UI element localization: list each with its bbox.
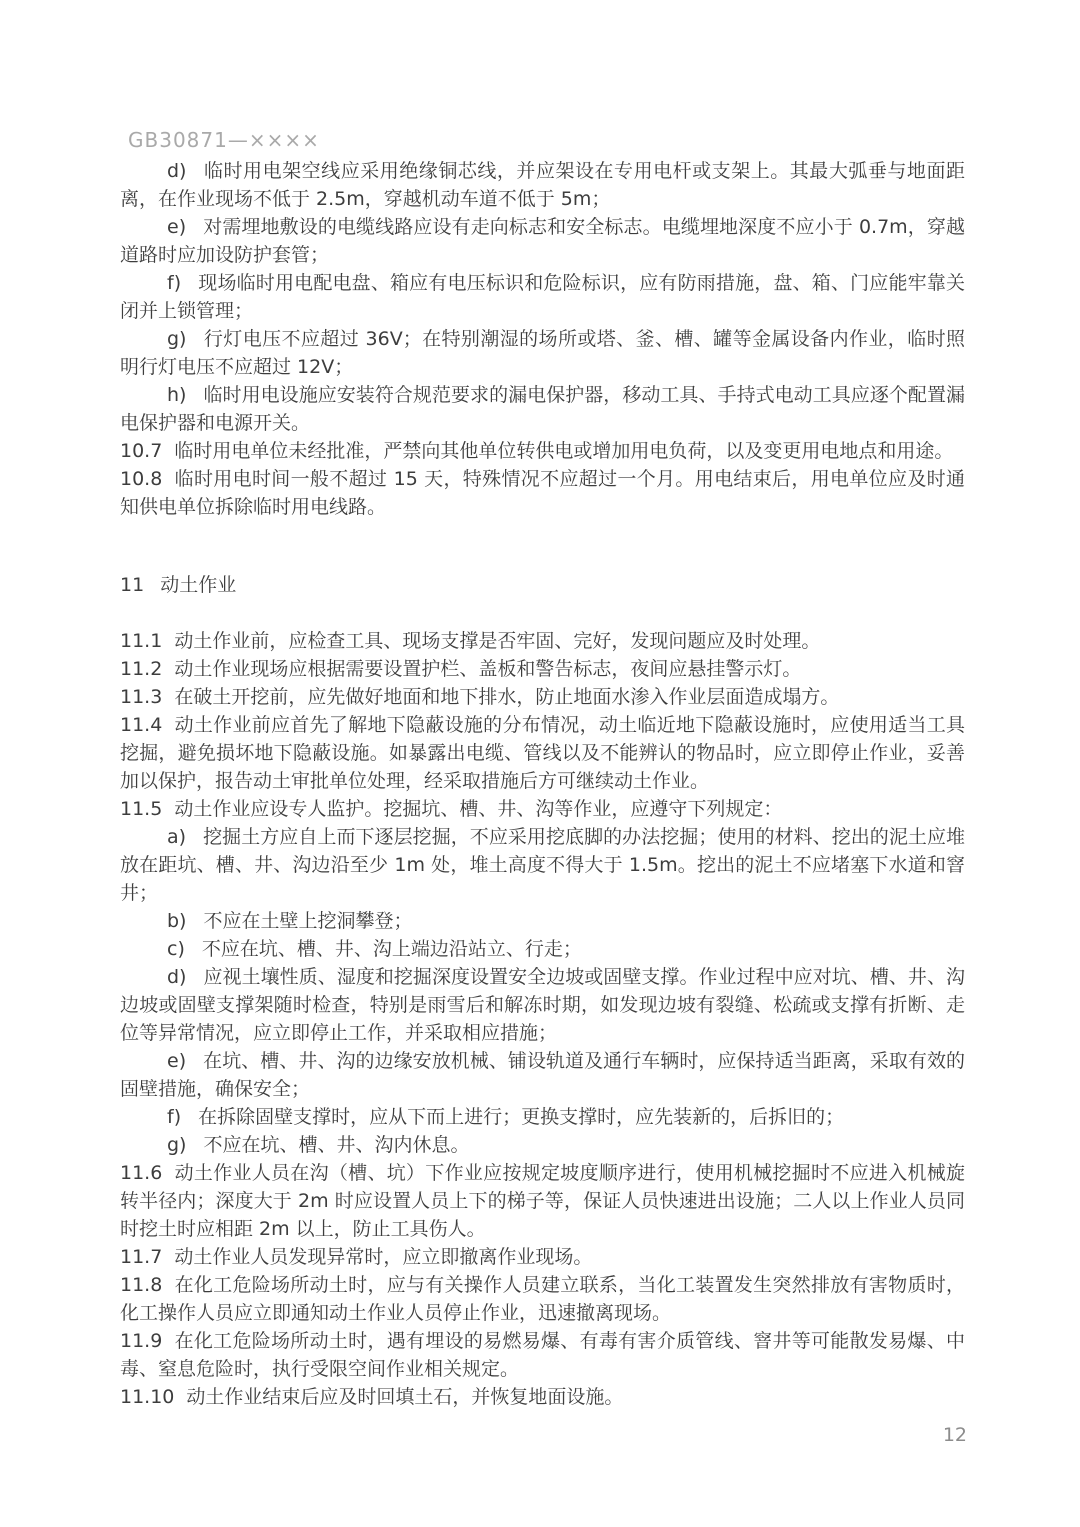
clause-label: 11.1 bbox=[120, 630, 163, 652]
section-number: 11 bbox=[120, 574, 145, 596]
document-body bbox=[120, 157, 965, 1411]
clause-text: 动土作业前，应检查工具、现场支撑是否牢固、完好，发现问题应及时处理。 bbox=[174, 630, 821, 652]
clause-label: 10.7 bbox=[120, 440, 163, 462]
clause-11-4 bbox=[120, 711, 965, 795]
clause-text: 应视土壤性质、湿度和挖掘深度设置安全边坡或固壁支撑。作业过程中应对坑、槽、井、沟边坡或固壁支撑架随时检查，特别是雨雪后和解冻时期，如发现边坡有裂缝、松疏或支撑有折断、走位等异常情况，应立即停止工作，并采取相应措施； bbox=[120, 966, 965, 1044]
clause-item-d2 bbox=[120, 963, 965, 1047]
clause-text: 在拆除固壁支撑时，应从下而上进行；更换支撑时，应先装新的，后拆旧的； bbox=[198, 1106, 845, 1128]
clause-text: 动土作业人员在沟（槽、坑）下作业应按规定坡度顺序进行，使用机械挖掘时不应进入机械旋转半径内；深度大于 2m 时应设置人员上下的梯子等，保证人员快速进出设施；二人以上作业人员同时挖土时应相距 2m 以上，防止工具伤人。 bbox=[120, 1162, 965, 1240]
clause-text: 动土作业前应首先了解地下隐蔽设施的分布情况，动土临近地下隐蔽设施时，应使用适当工具挖掘，避免损坏地下隐蔽设施。如暴露出电缆、管线以及不能辨认的物品时，应立即停止作业，妥善加以保护，报告动土审批单位处理，经采取措施后方可继续动土作业。 bbox=[120, 714, 965, 792]
clause-label: h) bbox=[167, 384, 187, 406]
clause-label: 11.4 bbox=[120, 714, 163, 736]
clause-item-b bbox=[120, 907, 965, 935]
clause-label: f) bbox=[167, 272, 182, 294]
clause-label: g) bbox=[167, 1134, 187, 1156]
clause-text: 在破土开挖前，应先做好地面和地下排水，防止地面水渗入作业层面造成塌方。 bbox=[174, 686, 840, 708]
clause-item-g bbox=[120, 325, 965, 381]
clause-label: 11.10 bbox=[120, 1386, 175, 1408]
clause-11-3 bbox=[120, 683, 965, 711]
clause-item-d bbox=[120, 157, 965, 213]
clause-text: 对需埋地敷设的电缆线路应设有走向标志和安全标志。电缆埋地深度不应小于 0.7m，穿越道路时应加设防护套管； bbox=[120, 216, 965, 266]
clause-text: 临时用电时间一般不超过 15 天，特殊情况不应超过一个月。用电结束后，用电单位应及时通知供电单位拆除临时用电线路。 bbox=[120, 468, 965, 518]
clause-label: 11.2 bbox=[120, 658, 163, 680]
clause-text: 不应在坑、槽、井、沟上端边沿站立、行走； bbox=[201, 938, 582, 960]
clause-11-10 bbox=[120, 1383, 965, 1411]
clause-item-a bbox=[120, 823, 965, 907]
clause-text: 临时用电架空线应采用绝缘铜芯线，并应架设在专用电杆或支架上。其最大弧垂与地面距离，在作业现场不低于 2.5m，穿越机动车道不低于 5m； bbox=[120, 160, 965, 210]
clause-text: 行灯电压不应超过 36V；在特别潮湿的场所或塔、釜、槽、罐等金属设备内作业，临时照明行灯电压不应超过 12V； bbox=[120, 328, 965, 378]
clause-item-e2 bbox=[120, 1047, 965, 1103]
clause-text: 在化工危险场所动土时，遇有埋设的易燃易爆、有毒有害介质管线、窨井等可能散发易爆、中毒、窒息危险时，执行受限空间作业相关规定。 bbox=[120, 1330, 965, 1380]
clause-text: 在化工危险场所动土时，应与有关操作人员建立联系，当化工装置发生突然排放有害物质时，化工操作人员应立即通知动土作业人员停止作业，迅速撤离现场。 bbox=[120, 1274, 965, 1324]
clause-label: 11.8 bbox=[120, 1274, 163, 1296]
clause-item-f2 bbox=[120, 1103, 965, 1131]
clause-11-5 bbox=[120, 795, 965, 823]
clause-label: 10.8 bbox=[120, 468, 163, 490]
clause-10-8 bbox=[120, 465, 965, 521]
clause-label: 11.6 bbox=[120, 1162, 163, 1184]
clause-text: 在坑、槽、井、沟的边缘安放机械、铺设轨道及通行车辆时，应保持适当距离，采取有效的固壁措施，确保安全； bbox=[120, 1050, 965, 1100]
clause-text: 动土作业现场应根据需要设置护栏、盖板和警告标志，夜间应悬挂警示灯。 bbox=[174, 658, 802, 680]
document-header-standard-number: GB30871—×××× bbox=[128, 128, 320, 152]
clause-text: 动土作业结束后应及时回填土石，并恢复地面设施。 bbox=[186, 1386, 624, 1408]
clause-item-c bbox=[120, 935, 965, 963]
clause-11-6 bbox=[120, 1159, 965, 1243]
clause-text: 不应在坑、槽、井、沟内休息。 bbox=[203, 1134, 470, 1156]
clause-text: 动土作业人员发现异常时，应立即撤离作业现场。 bbox=[174, 1246, 593, 1268]
clause-label: e) bbox=[167, 216, 187, 238]
clause-11-8 bbox=[120, 1271, 965, 1327]
clause-text: 现场临时用电配电盘、箱应有电压标识和危险标识，应有防雨措施，盘、箱、门应能牢靠关闭并上锁管理； bbox=[120, 272, 965, 322]
clause-label: e) bbox=[167, 1050, 187, 1072]
clause-label: 11.3 bbox=[120, 686, 163, 708]
clause-10-7 bbox=[120, 437, 965, 465]
clause-text: 临时用电单位未经批准，严禁向其他单位转供电或增加用电负荷，以及变更用电地点和用途。 bbox=[174, 440, 954, 462]
clause-label: 11.5 bbox=[120, 798, 163, 820]
clause-11-7 bbox=[120, 1243, 965, 1271]
clause-label: a) bbox=[167, 826, 187, 848]
clause-text: 动土作业应设专人监护。挖掘坑、槽、井、沟等作业，应遵守下列规定： bbox=[174, 798, 783, 820]
clause-item-g2 bbox=[120, 1131, 965, 1159]
page-number: 12 bbox=[942, 1424, 967, 1446]
clause-label: f) bbox=[167, 1106, 182, 1128]
clause-label: c) bbox=[167, 938, 185, 960]
clause-item-f bbox=[120, 269, 965, 325]
clause-label: 11.9 bbox=[120, 1330, 163, 1352]
clause-label: d) bbox=[167, 966, 187, 988]
clause-11-1 bbox=[120, 627, 965, 655]
section-heading-11 bbox=[120, 571, 965, 599]
clause-text: 挖掘土方应自上而下逐层挖掘，不应采用挖底脚的办法挖掘；使用的材料、挖出的泥土应堆放在距坑、槽、井、沟边沿至少 1m 处，堆土高度不得大于 1.5m。挖出的泥土不应堵塞下水道和窨井； bbox=[120, 826, 965, 904]
clause-11-2 bbox=[120, 655, 965, 683]
clause-label: 11.7 bbox=[120, 1246, 163, 1268]
section-title: 动土作业 bbox=[160, 574, 237, 596]
clause-label: b) bbox=[167, 910, 187, 932]
clause-text: 不应在土壁上挖洞攀登； bbox=[203, 910, 413, 932]
clause-label: g) bbox=[167, 328, 187, 350]
clause-11-9 bbox=[120, 1327, 965, 1383]
clause-item-h bbox=[120, 381, 965, 437]
clause-item-e bbox=[120, 213, 965, 269]
clause-label: d) bbox=[167, 160, 187, 182]
clause-text: 临时用电设施应安装符合规范要求的漏电保护器，移动工具、手持式电动工具应逐个配置漏电保护器和电源开关。 bbox=[120, 384, 965, 434]
